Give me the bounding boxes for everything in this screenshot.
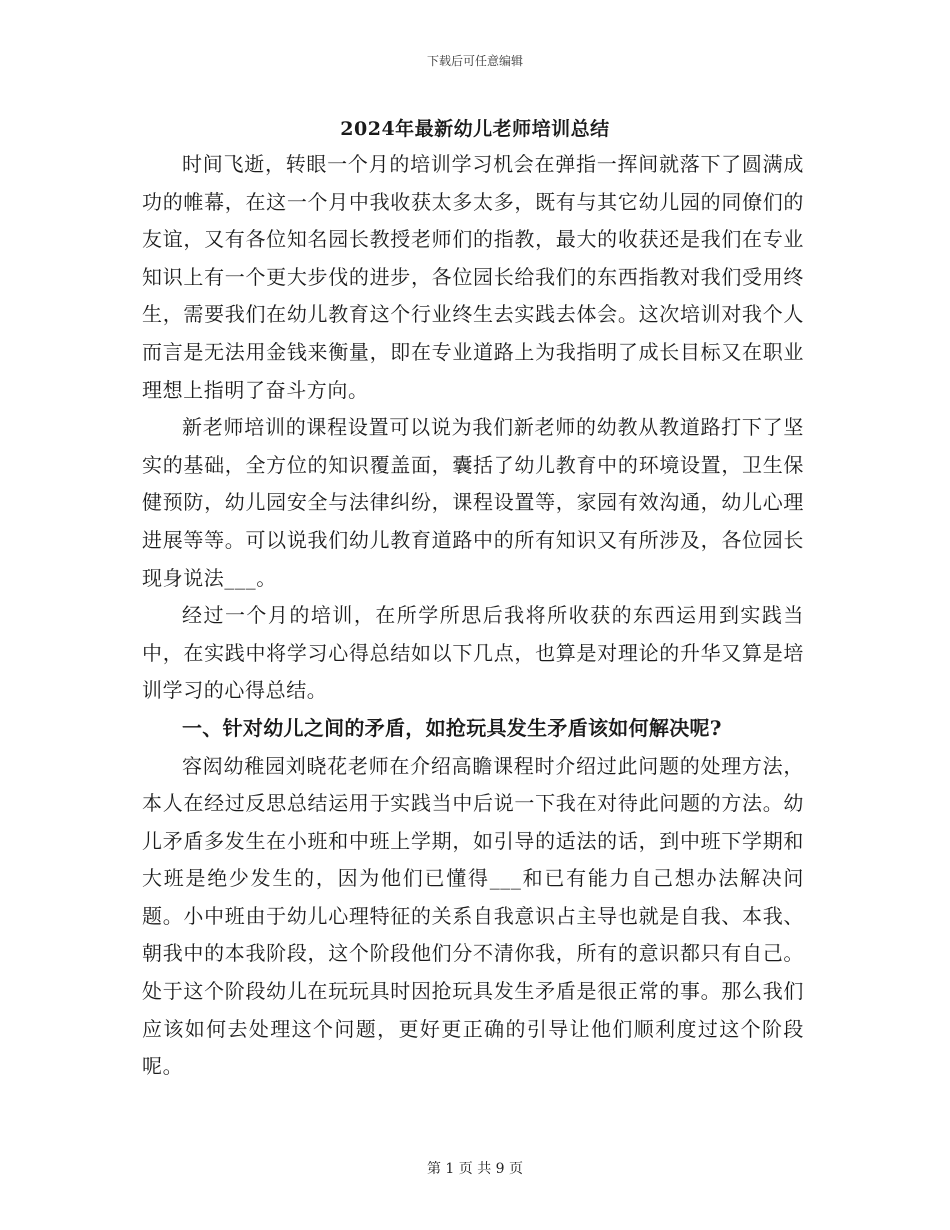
section-paragraph: 容闳幼稚园刘晓花老师在介绍高瞻课程时介绍过此问题的处理方法，本人在经过反思总结运用于实践当中后说一下我在对待此问题的方法。幼儿矛盾多发生在小班和中班上学期，如引导的适法的话，到中班下学期和大班是绝少发生的，因为他们已懂得___和已有能力自己想办法解决问题。小中班由于幼儿心理特征的关系自我意识占主导也就是自我、本我、朝我中的本我阶段，这个阶段他们分不清你我，所有的意识都只有自己。处于这个阶段幼儿在玩玩具时因抢玩具发生矛盾是很正常的事。那么我们应该如何去处理这个问题，更好更正确的引导让他们顺利度过这个阶段呢。 — [142, 753, 804, 1079]
header-note: 下载后可任意编辑 — [426, 54, 523, 68]
page-number: 第 1 页 共 9 页 — [426, 1161, 524, 1177]
paragraph-2: 新老师培训的课程设置可以说为我们新老师的幼教从教道路打下了坚实的基础，全方位的知识覆盖面，囊括了幼儿教育中的环境设置，卫生保健预防，幼儿园安全与法律纠纷，课程设置等，家园有效沟通，幼儿心理进展等等。可以说我们幼儿教育道路中的所有知识又有所涉及，各位园长现身说法___。 — [142, 415, 804, 590]
paragraph-1: 时间飞逝，转眼一个月的培训学习机会在弹指一挥间就落下了圆满成功的帷幕，在这一个月中我收获太多太多，既有与其它幼儿园的同僚们的友谊，又有各位知名园长教授老师们的指教，最大的收获还是我们在专业知识上有一个更大步伐的进步，各位园长给我们的东西指教对我们受用终生，需要我们在幼儿教育这个行业终生去实践去体会。这次培训对我个人而言是无法用金钱来衡量，即在专业道路上为我指明了成长目标又在职业理想上指明了奋斗方向。 — [142, 152, 804, 402]
paragraph-3: 经过一个月的培训，在所学所思后我将所收获的东西运用到实践当中，在实践中将学习心得总结如以下几点，也算是对理论的升华又算是培训学习的心得总结。 — [142, 603, 804, 703]
document-body — [142, 146, 804, 1086]
page-title: 2024年最新幼儿老师培训总结 — [340, 118, 610, 140]
section-heading: 一、针对幼儿之间的矛盾，如抢玩具发生矛盾该如何解决呢? — [182, 715, 722, 740]
